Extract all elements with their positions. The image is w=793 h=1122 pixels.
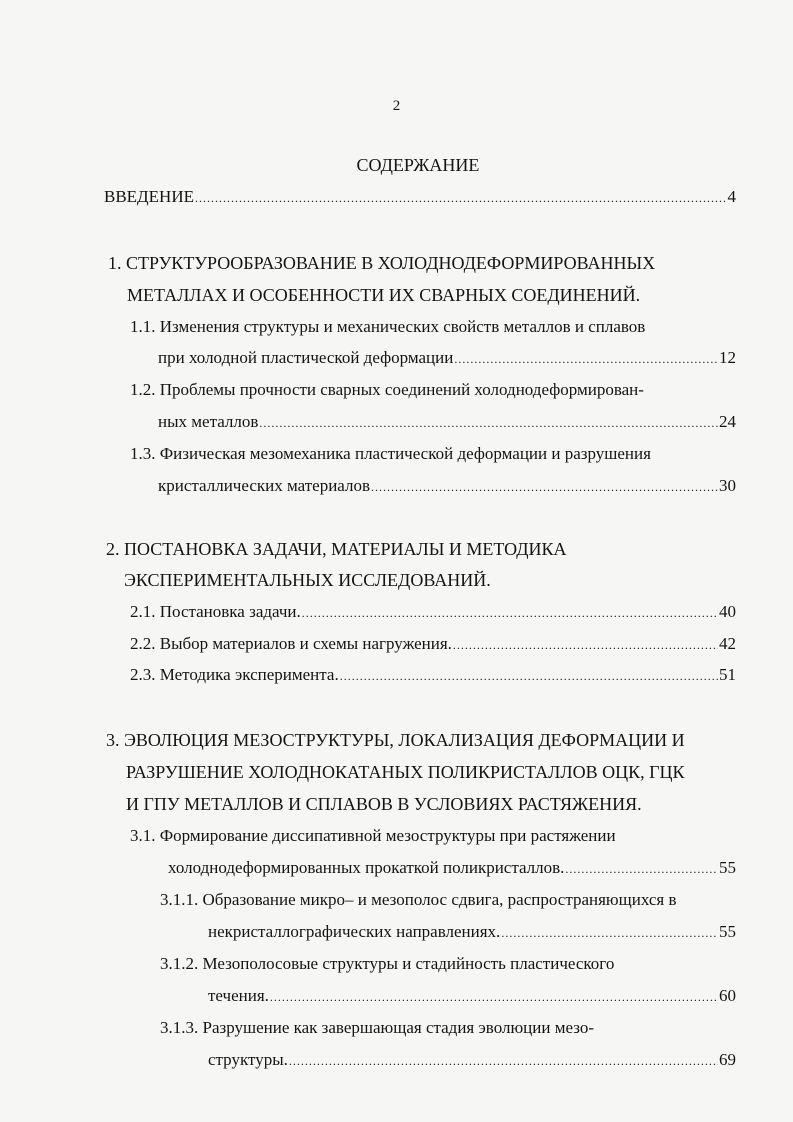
toc-entry-text: ных металлов [158, 412, 259, 431]
toc-entry-2-1 [130, 601, 736, 624]
toc-entry-1-1-line-1: 1.1. Изменения структуры и механических свойств металлов и сплавов [130, 317, 646, 336]
toc-entry-1-3-line-1: 1.3. Физическая мезомеханика пластической деформации и разрушения [130, 444, 651, 463]
toc-page-number: 55 [719, 922, 736, 941]
toc-page-number: 40 [719, 602, 736, 621]
toc-entry-text: структуры. [208, 1050, 288, 1069]
section-2-heading-line-2: ЭКСПЕРИМЕНТАЛЬНЫХ ИССЛЕДОВАНИЙ. [124, 570, 491, 590]
toc-entry-text: 2.3. Методика эксперимента. [130, 665, 339, 684]
dot-leader [501, 922, 718, 944]
section-1-heading-line-1: 1. СТРУКТУРООБРАЗОВАНИЕ В ХОЛОДНОДЕФОРМИРОВАННЫХ [108, 253, 656, 273]
toc-page-number: 69 [719, 1050, 736, 1069]
page-title: СОДЕРЖАНИЕ [356, 155, 480, 175]
toc-entry-intro [104, 186, 736, 209]
toc-entry-3-1-2-line-1: 3.1.2. Мезополосовые структуры и стадийность пластического [160, 954, 615, 973]
toc-entry-text: 2.1. Постановка задачи. [130, 602, 301, 621]
toc-entry-3-1 [168, 857, 736, 880]
toc-entry-3-1-3-line-1: 3.1.3. Разрушение как завершающая стадия эволюции мезо- [160, 1018, 594, 1037]
dot-leader [340, 665, 718, 687]
toc-entry-3-1-2 [208, 985, 736, 1008]
section-1-heading-line-2: МЕТАЛЛАХ И ОСОБЕННОСТИ ИХ СВАРНЫХ СОЕДИНЕНИЙ. [127, 285, 641, 305]
dot-leader [454, 348, 718, 370]
toc-page-number: 60 [719, 986, 736, 1005]
dot-leader [270, 986, 718, 1008]
toc-entry-text: 2.2. Выбор материалов и схемы нагружения. [130, 634, 452, 653]
toc-entry-text: ВВЕДЕНИЕ [104, 187, 194, 206]
page-number: 2 [392, 98, 401, 114]
toc-page-number: 55 [719, 858, 736, 877]
toc-entry-1-2 [158, 411, 736, 434]
toc-entry-text: кристаллических материалов [158, 476, 370, 495]
toc-entry-3-1-1-line-1: 3.1.1. Образование микро– и мезополос сдвига, распространяющихся в [160, 890, 677, 909]
section-2-heading-line-1: 2. ПОСТАНОВКА ЗАДАЧИ, МАТЕРИАЛЫ И МЕТОДИКА [106, 539, 567, 559]
section-3-heading-line-1: 3. ЭВОЛЮЦИЯ МЕЗОСТРУКТУРЫ, ЛОКАЛИЗАЦИЯ ДЕФОРМАЦИИ И [106, 730, 685, 750]
dot-leader [195, 187, 727, 209]
toc-entry-2-3 [130, 664, 736, 687]
toc-entry-2-2 [130, 633, 736, 656]
dot-leader [302, 602, 718, 624]
toc-entry-text: холоднодеформированных прокаткой поликристаллов. [168, 858, 565, 877]
dot-leader [371, 476, 718, 498]
toc-entry-1-2-line-1: 1.2. Проблемы прочности сварных соединений холоднодеформирован- [130, 380, 644, 399]
toc-entry-text: течения. [208, 986, 269, 1005]
dot-leader [565, 858, 718, 880]
toc-entry-text: при холодной пластической деформации [158, 348, 454, 367]
toc-entry-3-1-3 [208, 1049, 736, 1072]
dot-leader [259, 412, 718, 434]
section-3-heading-line-3: И ГПУ МЕТАЛЛОВ И СПЛАВОВ В УСЛОВИЯХ РАСТЯЖЕНИЯ. [126, 794, 642, 814]
toc-page-number: 51 [719, 665, 736, 684]
toc-entry-text: некристаллографических направлениях. [208, 922, 501, 941]
toc-entry-3-1-1 [208, 921, 736, 944]
dot-leader [289, 1050, 718, 1072]
toc-page-number: 42 [719, 634, 736, 653]
toc-page-number: 30 [719, 476, 736, 495]
toc-entry-3-1-line-1: 3.1. Формирование диссипативной мезоструктуры при растяжении [130, 826, 616, 845]
toc-page-number: 24 [719, 412, 736, 431]
toc-page-number: 4 [727, 187, 736, 206]
toc-entry-1-1 [158, 347, 736, 370]
toc-entry-1-3 [158, 475, 736, 498]
section-3-heading-line-2: РАЗРУШЕНИЕ ХОЛОДНОКАТАНЫХ ПОЛИКРИСТАЛЛОВ ОЦК, ГЦК [126, 762, 685, 782]
toc-page-number: 12 [719, 348, 736, 367]
dot-leader [453, 634, 718, 656]
